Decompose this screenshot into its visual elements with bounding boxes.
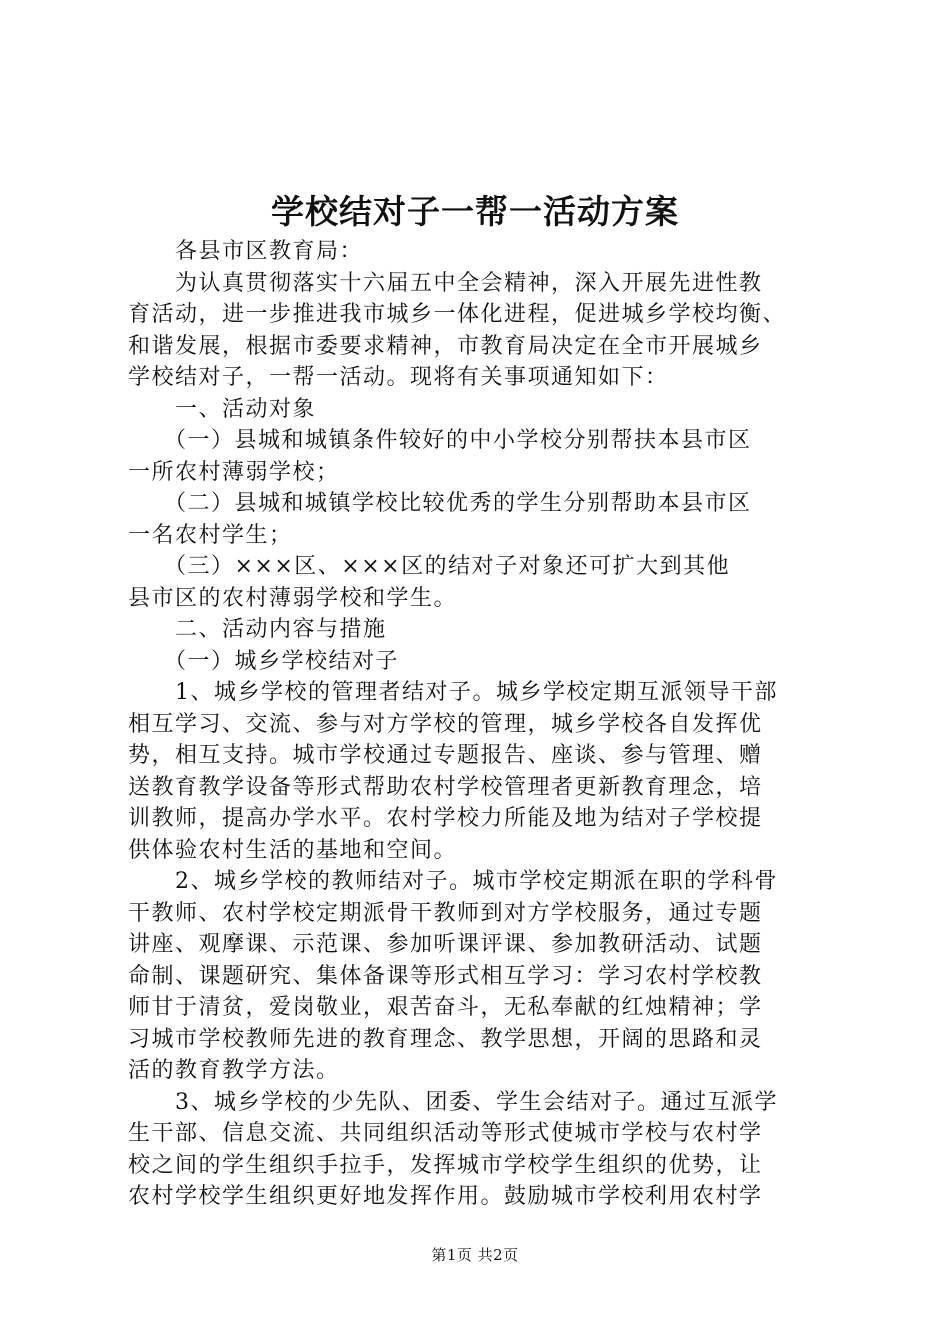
page-footer: 第1页 共2页 xyxy=(431,1246,519,1264)
body-line: 供体验农村生活的基地和空间。 xyxy=(128,837,458,863)
body-line: 一、活动对象 xyxy=(128,396,317,422)
body-line: （二）县城和城镇学校比较优秀的学生分别帮助本县市区 xyxy=(128,491,752,516)
body-line: 势，相互支持。城市学校通过专题报告、座谈、参与管理、赠 xyxy=(128,743,763,768)
body-line: 命制、课题研究、集体备课等形式相互学习：学习农村学校教 xyxy=(128,963,763,989)
body-line: 一名农村学生； xyxy=(128,522,293,548)
body-line: 师甘于清贫，爱岗敬业，艰苦奋斗，无私奉献的红烛精神；学 xyxy=(128,995,763,1020)
body-line: 干教师、农村学校定期派骨干教师到对方学校服务，通过专题 xyxy=(128,900,763,926)
body-line: 2、城乡学校的教师结对子。城市学校定期派在职的学科骨 xyxy=(128,869,778,894)
body-line: （一）县城和城镇条件较好的中小学校分别帮扶本县市区 xyxy=(128,428,752,453)
body-line: 为认真贯彻落实十六届五中全会精神，深入开展先进性教 xyxy=(128,270,763,296)
body-line: （一）城乡学校结对子 xyxy=(128,648,400,674)
body-line: 农村学校学生组织更好地发挥作用。鼓励城市学校利用农村学 xyxy=(128,1184,763,1209)
document-title: 学校结对子一帮一活动方案 xyxy=(271,192,679,231)
body-line: 相互学习、交流、参与对方学校的管理，城乡学校各自发挥优 xyxy=(128,711,763,737)
body-line: 习城市学校教师先进的教育理念、教学思想，开阔的思路和灵 xyxy=(128,1026,763,1052)
body-line: 活的教育教学方法。 xyxy=(128,1058,340,1083)
body-line: 育活动，进一步推进我市城乡一体化进程，促进城乡学校均衡、 xyxy=(128,302,787,327)
body-line: 1、城乡学校的管理者结对子。城乡学校定期互派领导干部 xyxy=(128,680,778,705)
body-line: （三）×××区、×××区的结对子对象还可扩大到其他 xyxy=(128,554,731,579)
body-line: 二、活动内容与措施 xyxy=(128,617,387,642)
body-line: 3、城乡学校的少先队、团委、学生会结对子。通过互派学 xyxy=(128,1089,778,1115)
body-line: 学校结对子，一帮一活动。现将有关事项通知如下： xyxy=(128,365,669,390)
body-line: 送教育教学设备等形式帮助农村学校管理者更新教育理念，培 xyxy=(128,774,763,800)
body-line: 和谐发展，根据市委要求精神，市教育局决定在全市开展城乡 xyxy=(128,333,763,359)
body-line: 生干部、信息交流、共同组织活动等形式使城市学校与农村学 xyxy=(128,1121,763,1146)
body-line: 各县市区教育局： xyxy=(128,239,364,264)
body-line: 校之间的学生组织手拉手，发挥城市学校学生组织的优势，让 xyxy=(128,1152,763,1178)
body-line: 县市区的农村薄弱学校和学生。 xyxy=(128,585,458,611)
body-line: 讲座、观摩课、示范课、参加听课评课、参加教研活动、试题 xyxy=(128,932,763,957)
body-line: 一所农村薄弱学校； xyxy=(128,459,340,485)
body-line: 训教师，提高办学水平。农村学校力所能及地为结对子学校提 xyxy=(128,806,763,831)
document-body xyxy=(128,236,828,1213)
